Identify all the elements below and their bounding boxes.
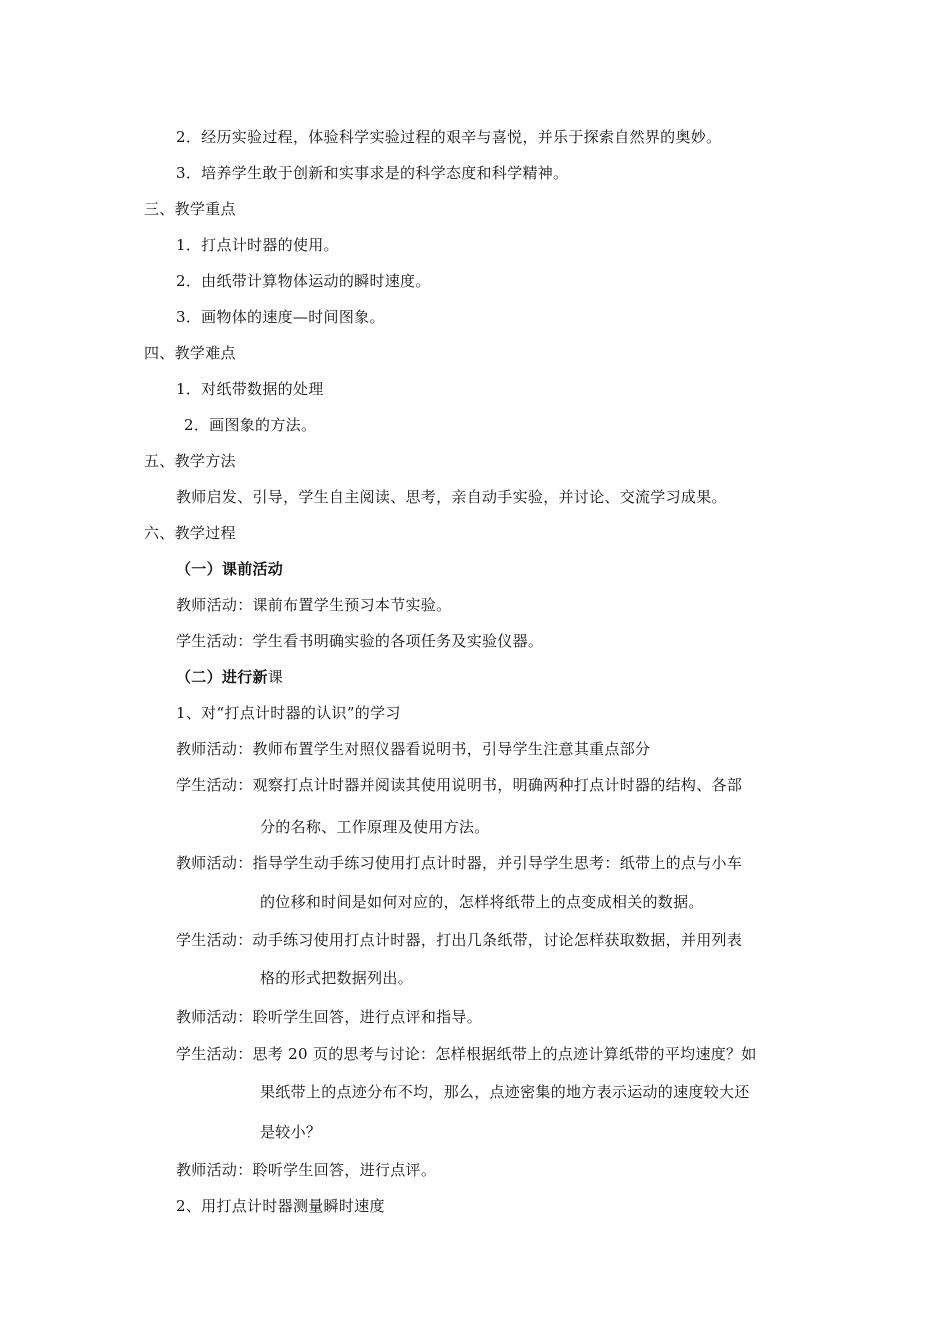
activity-row	[176, 775, 742, 795]
activity-line: 思考 20 页的思考与讨论：怎样根据纸带上的点迹计算纸带的平均速度？如	[252, 1045, 757, 1063]
key-point-item-3: 3．画物体的速度—时间图象。	[176, 308, 385, 326]
part1-student-activity: 学生活动：学生看书明确实验的各项任务及实验仪器。	[176, 632, 544, 650]
section-heading-difficulties: 四、教学难点	[144, 344, 236, 362]
part1-teacher-activity: 教师活动：课前布置学生预习本节实验。	[176, 596, 452, 614]
activity-row	[176, 930, 742, 950]
activity-line-continued: 的位移和时间是如何对应的，怎样将纸带上的点变成相关的数据。	[260, 893, 704, 911]
activity-line: 聆听学生回答，进行点评和指导。	[252, 1008, 483, 1026]
section-heading-methods: 五、教学方法	[144, 452, 236, 470]
difficulty-item-1: 1．对纸带数据的处理	[176, 380, 324, 398]
key-point-item-1: 1．打点计时器的使用。	[176, 236, 339, 254]
activity-row	[176, 1044, 757, 1064]
part2-title-bold: （二）进行新	[176, 668, 268, 686]
part2-title	[176, 667, 283, 687]
activity-line: 动手练习使用打点计时器，打出几条纸带，讨论怎样获取数据，并用列表	[252, 931, 743, 949]
step2-title: 2、用打点计时器测量瞬时速度	[176, 1197, 385, 1215]
activity-row	[176, 853, 742, 873]
part1-title: （一）课前活动	[176, 560, 284, 578]
activity-label: 学生活动：	[176, 776, 253, 794]
difficulty-item-2: 2．画图象的方法。	[184, 416, 317, 434]
objective-item-3: 3．培养学生敢于创新和实事求是的科学态度和科学精神。	[176, 164, 569, 182]
activity-line: 教师布置学生对照仪器看说明书，引导学生注意其重点部分	[252, 740, 651, 758]
key-point-item-2: 2．由纸带计算物体运动的瞬时速度。	[176, 272, 431, 290]
activity-label: 学生活动：	[176, 931, 253, 949]
activity-label: 教师活动：	[176, 1008, 253, 1026]
activity-line-continued: 是较小？	[260, 1123, 322, 1141]
activity-line-continued: 果纸带上的点迹分布不均，那么，点迹密集的地方表示运动的速度较大还	[260, 1083, 750, 1101]
part2-title-rest: 课	[267, 668, 284, 686]
activity-label: 教师活动：	[176, 854, 253, 872]
activity-row	[176, 739, 650, 759]
activity-line: 指导学生动手练习使用打点计时器，并引导学生思考：纸带上的点与小车	[252, 854, 743, 872]
activity-line: 观察打点计时器并阅读其使用说明书，明确两种打点计时器的结构、各部	[252, 776, 743, 794]
activity-line-continued: 分的名称、工作原理及使用方法。	[260, 818, 490, 836]
section-heading-process: 六、教学过程	[144, 524, 236, 542]
activity-row	[176, 1007, 482, 1027]
activity-line: 聆听学生回答，进行点评。	[252, 1161, 437, 1179]
activity-label: 教师活动：	[176, 1161, 253, 1179]
section-heading-key-points: 三、教学重点	[144, 200, 236, 218]
activity-row	[176, 1160, 436, 1180]
step1-title: 1、对“打点计时器的认识”的学习	[176, 704, 401, 722]
activity-label: 学生活动：	[176, 1045, 253, 1063]
activity-line-continued: 格的形式把数据列出。	[260, 969, 414, 987]
methods-text: 教师启发、引导，学生自主阅读、思考，亲自动手实验，并讨论、交流学习成果。	[176, 488, 727, 506]
objective-item-2: 2．经历实验过程，体验科学实验过程的艰辛与喜悦，并乐于探索自然界的奥妙。	[176, 128, 722, 146]
activity-label: 教师活动：	[176, 740, 253, 758]
